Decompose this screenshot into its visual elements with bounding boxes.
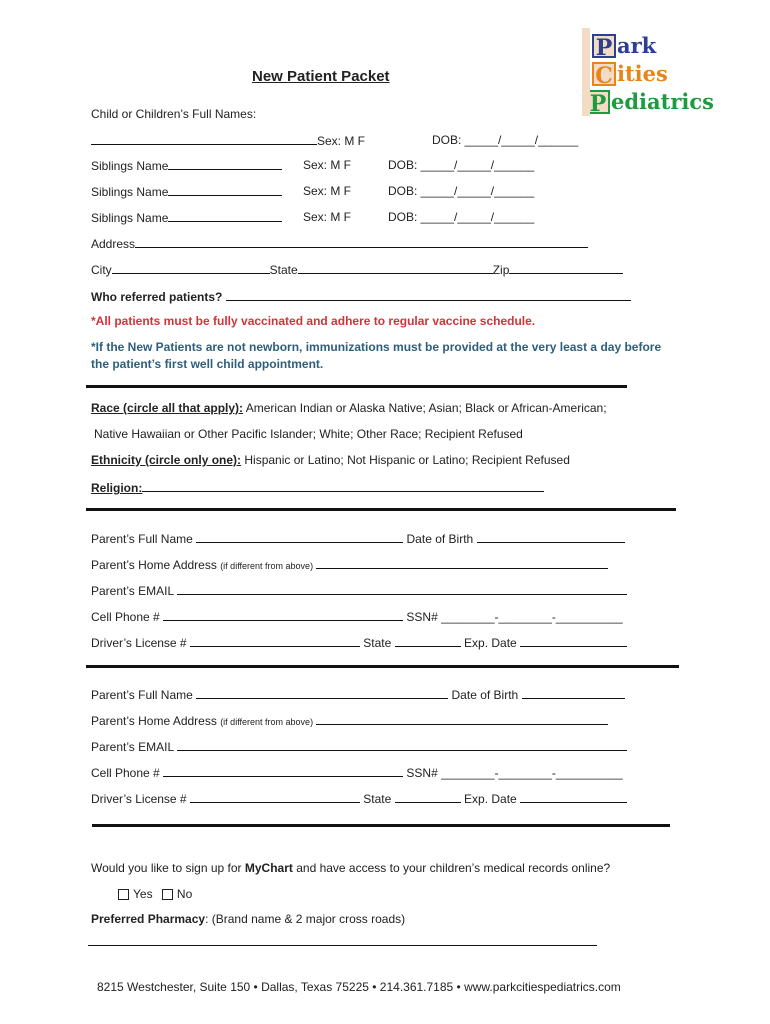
race-options: American Indian or Alaska Native; Asian; Black or African-American; (243, 401, 607, 415)
ethnicity-label: Ethnicity (circle only one): (91, 453, 242, 467)
parent-name-blank[interactable] (196, 531, 403, 543)
sibling-sex: Sex: M F (303, 184, 352, 198)
license-blank[interactable] (190, 635, 360, 647)
logo-word-park: ark (617, 33, 657, 58)
referred-label: Who referred patients? (91, 290, 223, 304)
race-label: Race (circle all that apply): (91, 401, 244, 415)
license-state-blank[interactable] (395, 791, 461, 803)
religion-row (91, 480, 544, 495)
mychart-pre: Would you like to sign up for (91, 861, 245, 875)
parent-address-blank[interactable] (316, 713, 608, 725)
sibling-sex: Sex: M F (303, 158, 352, 172)
address-blank[interactable] (135, 236, 588, 248)
city-blank[interactable] (112, 262, 270, 274)
parent-2-name-row (91, 687, 625, 702)
pharmacy-blank[interactable] (88, 945, 597, 946)
license-state-label: State (363, 792, 392, 806)
yes-checkbox[interactable] (118, 889, 129, 900)
drivers-license-label: Driver’s License # (91, 636, 187, 650)
parent-name-blank[interactable] (196, 687, 448, 699)
vaccine-notice: *All patients must be fully vaccinated and adhere to regular vaccine schedule. (91, 314, 536, 328)
cell-phone-blank[interactable] (163, 609, 403, 621)
parent-dob-label: Date of Birth (451, 688, 519, 702)
zip-label: Zip (492, 263, 510, 277)
parent-email-label: Parent’s EMAIL (91, 740, 174, 754)
logo-word-pediatrics: ediatrics (611, 89, 714, 114)
sibling-name-blank[interactable] (168, 184, 282, 196)
pharmacy-hint: : (Brand name & 2 major cross roads) (205, 912, 406, 926)
drivers-license-label: Driver’s License # (91, 792, 187, 806)
if-different-note: (if different from above) (220, 561, 314, 571)
race-options-continued: Native Hawaiian or Other Pacific Islander; White; Other Race; Recipient Refused (94, 427, 523, 441)
parent-2-address-row (91, 713, 608, 728)
parent-dob-blank[interactable] (522, 687, 625, 699)
section-divider (86, 508, 676, 511)
ethnicity-options: Hispanic or Latino; Not Hispanic or Latino; Recipient Refused (241, 453, 570, 467)
parent-address-blank[interactable] (316, 557, 608, 569)
exp-date-blank[interactable] (520, 791, 627, 803)
ssn-label: SSN# (406, 766, 438, 780)
parent-dob-label: Date of Birth (406, 532, 474, 546)
page-title: New Patient Packet (252, 68, 390, 85)
logo-block-p-park: P (592, 34, 616, 58)
logo-word-cities: ities (617, 61, 668, 86)
ssn-blank[interactable]: ________-________-__________ (441, 610, 623, 624)
parent-1-email-row (91, 583, 627, 598)
parent-1-license-row (91, 635, 627, 650)
sibling-dob: DOB: _____/_____/______ (388, 210, 535, 224)
section-divider (92, 824, 670, 827)
sibling-name-blank[interactable] (168, 210, 282, 222)
mychart-question (91, 861, 610, 875)
license-blank[interactable] (190, 791, 360, 803)
no-label: No (176, 887, 193, 901)
parent-home-address-label: Parent’s Home Address (91, 714, 217, 728)
exp-date-label: Exp. Date (464, 792, 517, 806)
parent-email-label: Parent’s EMAIL (91, 584, 174, 598)
child-sex: Sex: M F (317, 134, 366, 148)
sibling-row-3 (91, 210, 282, 225)
state-label: State (269, 263, 298, 277)
state-blank[interactable] (298, 262, 493, 274)
child-dob: DOB: _____/_____/______ (432, 133, 579, 147)
children-label: Child or Children’s Full Names: (91, 107, 257, 121)
parent-email-blank[interactable] (177, 583, 627, 595)
mychart-options (118, 887, 192, 901)
ethnicity-row (91, 453, 570, 467)
section-divider (86, 385, 627, 388)
parent-1-address-row (91, 557, 608, 572)
park-cities-pediatrics-logo (580, 24, 720, 124)
sibling-row-1 (91, 158, 282, 173)
mychart-post: and have access to your children’s medical records online? (292, 861, 611, 875)
address-row (91, 236, 588, 251)
newborn-notice-line-2: the patient’s first well child appointment. (91, 357, 324, 371)
license-state-label: State (363, 636, 392, 650)
yes-label: Yes (133, 887, 153, 901)
parent-full-name-label: Parent’s Full Name (91, 532, 193, 546)
parent-home-address-label: Parent’s Home Address (91, 558, 217, 572)
mychart-brand: MyChart (244, 861, 293, 875)
city-state-zip-row (91, 262, 623, 277)
cell-phone-blank[interactable] (163, 765, 403, 777)
sibling-sex: Sex: M F (303, 210, 352, 224)
sibling-dob: DOB: _____/_____/______ (388, 184, 535, 198)
referred-blank[interactable] (226, 289, 631, 301)
logo-block-c-cities: C (592, 62, 616, 86)
pharmacy-label: Preferred Pharmacy (91, 912, 206, 926)
ssn-blank[interactable]: ________-________-__________ (441, 766, 623, 780)
exp-date-label: Exp. Date (464, 636, 517, 650)
logo-block-stack-decor (582, 28, 590, 116)
religion-blank[interactable] (142, 480, 544, 492)
sibling-label: Siblings Name (91, 211, 169, 225)
parent-email-blank[interactable] (177, 739, 627, 751)
city-label: City (91, 263, 112, 277)
pharmacy-row (91, 912, 405, 926)
parent-2-license-row (91, 791, 627, 806)
parent-1-name-row (91, 531, 625, 546)
race-row (91, 401, 607, 415)
newborn-notice-line-1: *If the New Patients are not newborn, immunizations must be provided at the very least a day before (91, 340, 662, 354)
address-label: Address (91, 237, 136, 251)
sibling-row-2 (91, 184, 282, 199)
logo-block-p-pediatrics: P (586, 90, 610, 114)
license-state-blank[interactable] (395, 635, 461, 647)
section-divider (86, 665, 679, 668)
no-checkbox[interactable] (162, 889, 173, 900)
sibling-label: Siblings Name (91, 185, 169, 199)
ssn-label: SSN# (406, 610, 438, 624)
cell-phone-label: Cell Phone # (91, 766, 160, 780)
sibling-name-blank[interactable] (168, 158, 282, 170)
footer-address: 8215 Westchester, Suite 150 • Dallas, Texas 75225 • 214.361.7185 • www.parkcitiespediatrics.com (97, 980, 621, 994)
zip-blank[interactable] (509, 262, 623, 274)
parent-dob-blank[interactable] (477, 531, 625, 543)
parent-1-phone-row (91, 609, 623, 624)
sibling-label: Siblings Name (91, 159, 169, 173)
sibling-dob: DOB: _____/_____/______ (388, 158, 535, 172)
exp-date-blank[interactable] (520, 635, 627, 647)
religion-label: Religion: (91, 481, 143, 495)
parent-2-phone-row (91, 765, 623, 780)
child-name-blank[interactable] (91, 133, 317, 145)
parent-2-email-row (91, 739, 627, 754)
parent-full-name-label: Parent’s Full Name (91, 688, 193, 702)
if-different-note: (if different from above) (220, 717, 314, 727)
cell-phone-label: Cell Phone # (91, 610, 160, 624)
referred-row (91, 289, 631, 304)
child-row (91, 133, 365, 148)
